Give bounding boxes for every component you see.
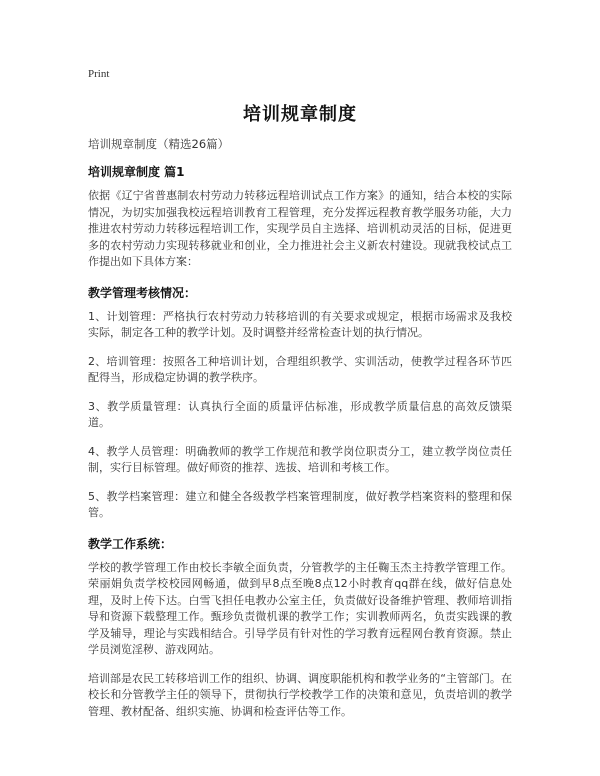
document-subtitle: 培训规章制度（精选26篇） — [88, 137, 230, 151]
page-title: 培训规章制度 — [243, 104, 357, 125]
section-heading-teaching-management: 教学管理考核情况： — [88, 285, 197, 300]
print-link[interactable]: Print — [88, 68, 110, 80]
paragraph-training-department: 培训部是农民工转移培训工作的组织、协调、调度职能机构和教学业务的“主管部门。在校长和分管教学主任的领导下，贯彻执行学校教学工作的决策和意见，负责培训的教学管理、教材配备、组织实施、协调和检查评估等工作。 — [88, 671, 512, 718]
paragraph-staff-management: 4、教学人员管理：明确教师的教学工作规范和教学岗位职责分工，建立教学岗位责任制，实行目标管理。做好师资的推荐、选拔、培训和考核工作。 — [88, 444, 512, 474]
section-heading-teaching-system: 教学工作系统： — [88, 536, 173, 551]
paragraph-teaching-staff: 学校的教学管理工作由校长李敏全面负责，分管教学的主任鞠玉杰主持教学管理工作。荣丽娟负责学校校园网畅通，做到早8点至晚8点12小时教育qq群在线，做好信息处理，及时上传下达。白雪飞担任电教办公室主任，负责做好设备维护管理、教师培训指导和资源下载整理工作。甄珍负责微机课的教学工作；实训教师两名，负责实践课的教学及辅导，理论与实践相结合。引导学员有针对性的学习教育远程网台教育资源。禁止学员浏览淫秽、游戏网站。 — [88, 560, 512, 656]
paragraph-quality-management: 3、教学质量管理：认真执行全面的质量评估标准，形成教学质量信息的高效反馈渠道。 — [88, 399, 512, 429]
paragraph-archive-management: 5、教学档案管理：建立和健全各级教学档案管理制度，做好教学档案资料的整理和保管。 — [88, 489, 512, 519]
paragraph-plan-management: 1、计划管理：严格执行农村劳动力转移培训的有关要求或规定，根据市场需求及我校实际，制定各工种的教学计划。及时调整并经常检查计划的执行情况。 — [88, 309, 512, 339]
section-heading-1: 培训规章制度 篇1 — [88, 165, 185, 179]
paragraph-training-management: 2、培训管理：按照各工种培训计划，合理组织教学、实训活动，使教学过程各环节匹配得当，形成稳定协调的教学秩序。 — [88, 354, 512, 384]
intro-paragraph: 依据《辽宁省普惠制农村劳动力转移远程培训试点工作方案》的通知，结合本校的实际情况，为切实加强我校远程培训教育工程管理，充分发挥远程教育教学服务功能，大力推进农村劳动力转移远程培训工作，实现学员自主选择、培训机动灵活的目标，促进更多的农村劳动力实现转移就业和创业，全力推进社会主义新农村建设。现就我校试点工作提出如下具体方案： — [88, 189, 512, 268]
document-body — [88, 136, 512, 734]
